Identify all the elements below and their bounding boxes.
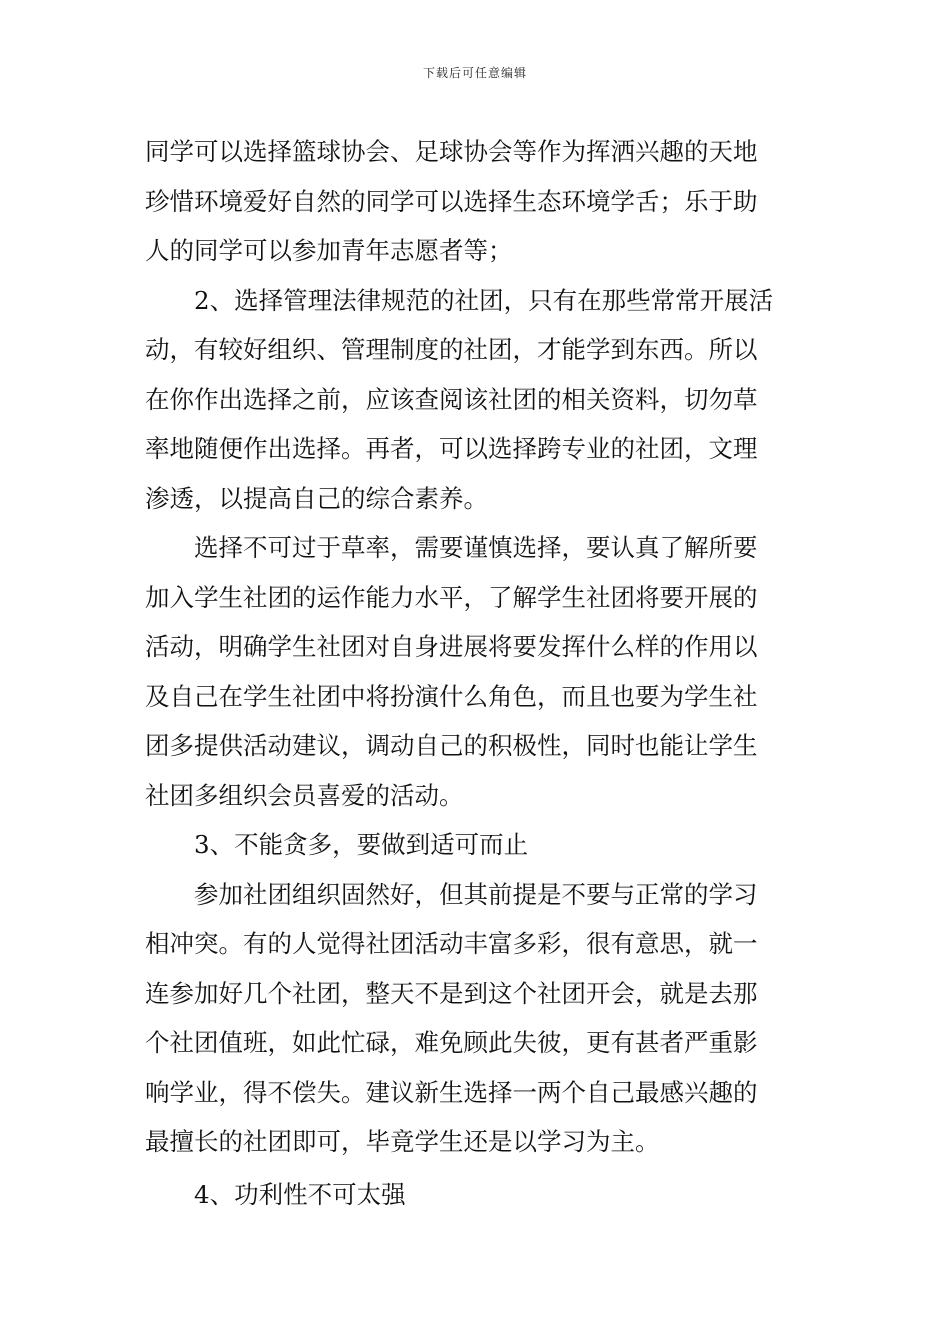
section-heading-3: 3、不能贪多，要做到适可而止 [194,830,529,859]
body-line: 动，有较好组织、管理制度的社团，才能学到东西。所以 [145,335,758,364]
body-line: 团多提供活动建议，调动自己的积极性，同时也能让学生 [145,731,758,760]
body-line: 率地随便作出选择。再者，可以选择跨专业的社团，文理 [145,434,758,463]
body-line: 珍惜环境爱好自然的同学可以选择生态环境学舌；乐于助 [145,186,758,216]
body-line: 渗透，以提高自己的综合素养。 [145,483,488,513]
document-body [145,127,810,1219]
body-line: 个社团值班，如此忙碌，难免顾此失彼，更有甚者严重影 [145,1028,758,1057]
body-line: 活动，明确学生社团对自身进展将要发挥什么样的作用以 [145,632,758,661]
body-line: 响学业，得不偿失。建议新生选择一两个自己最感兴趣的 [145,1077,758,1107]
section-heading-2: 2、选择管理法律规范的社团，只有在那些常常开展活 [194,285,774,315]
paragraph-start: 参加社团组织固然好，但其前提是不要与正常的学习 [194,879,758,909]
body-line: 相冲突。有的人觉得社团活动丰富多彩，很有意思，就一 [145,929,758,958]
paragraph-start: 选择不可过于草率，需要谨慎选择，要认真了解所要 [194,533,758,562]
body-line: 连参加好几个社团，整天不是到这个社团开会，就是去那 [145,978,758,1008]
body-line: 社团多组织会员喜爱的活动。 [145,780,464,810]
body-line: 最擅长的社团即可，毕竟学生还是以学习为主。 [145,1127,660,1156]
page-header: 下载后可任意编辑 [422,66,527,80]
body-line: 及自己在学生社团中将扮演什么角色，而且也要为学生社 [145,681,758,711]
body-line: 加入学生社团的运作能力水平，了解学生社团将要开展的 [145,582,758,612]
body-line: 同学可以选择篮球协会、足球协会等作为挥洒兴趣的天地 [145,137,758,166]
body-line: 人的同学可以参加青年志愿者等； [145,236,513,265]
section-heading-4: 4、功利性不可太强 [194,1179,406,1209]
body-line: 在你作出选择之前，应该查阅该社团的相关资料，切勿草 [145,384,758,414]
